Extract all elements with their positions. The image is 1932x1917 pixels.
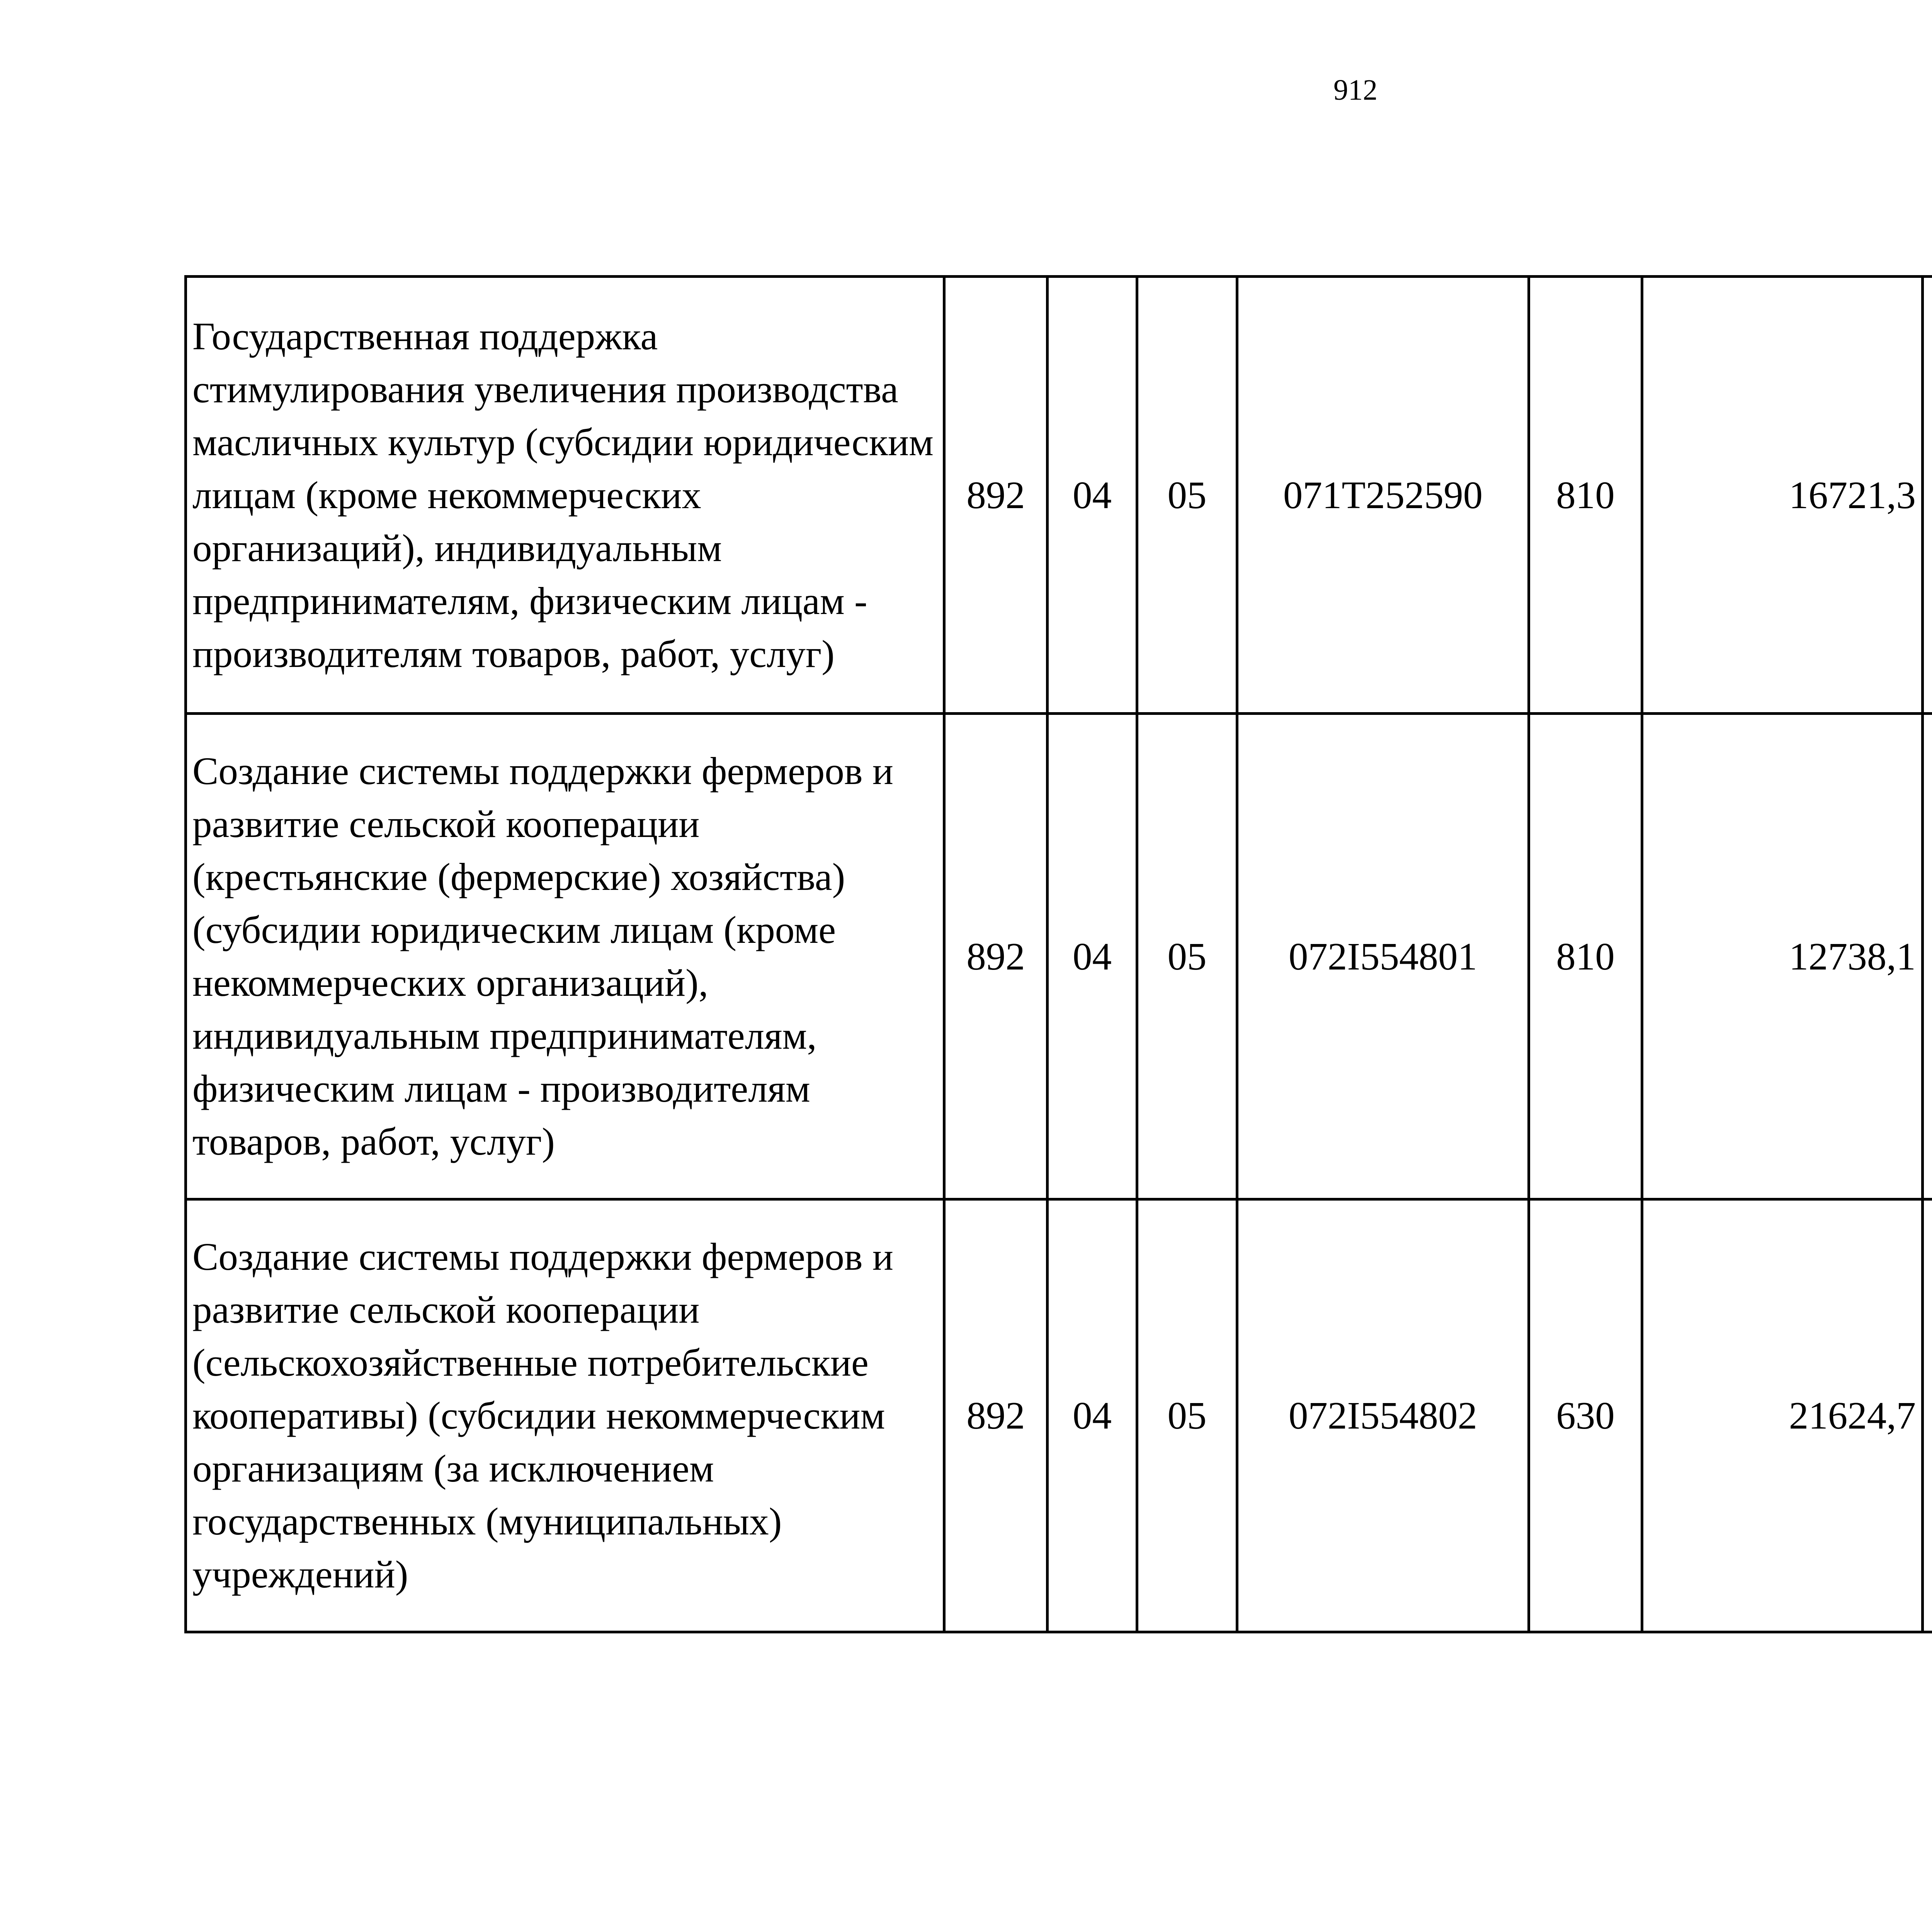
amount-cell-2 [1923,1199,1932,1632]
expense-name-cell: Государственная поддержка стимулирования увеличения производства масличных культур (субсидии юридическим лицам (кроме некоммерческих организаций), индивидуальным предпринимателям, физическим лицам - производителям товаров, работ, услуг) [186,277,944,714]
table-row [186,1199,1932,1632]
page-number: 912 [1333,74,1378,106]
expense-type-cell: 810 [1529,277,1642,714]
amount-cell-1: 21624,7 [1642,1199,1923,1632]
section-code-cell: 04 [1048,714,1137,1199]
amount-cell-1: 12738,1 [1642,714,1923,1199]
expense-type-cell: 810 [1529,714,1642,1199]
target-article-cell: 072I554801 [1237,714,1529,1199]
table-row [186,714,1932,1199]
target-article-cell: 072I554802 [1237,1199,1529,1632]
subsection-code-cell: 05 [1137,714,1237,1199]
expense-name-cell: Создание системы поддержки фермеров и развитие сельской кооперации (крестьянские (фермерские) хозяйства) (субсидии юридическим лицам (кроме некоммерческих организаций), индивидуальным предпринимателям, физическим лицам - производителям товаров, работ, услуг) [186,714,944,1199]
table-row [186,277,1932,714]
subsection-code-cell: 05 [1137,277,1237,714]
subsection-code-cell: 05 [1137,1199,1237,1632]
ministry-code-cell: 892 [944,277,1048,714]
amount-cell-1: 16721,3 [1642,277,1923,714]
budget-table [184,275,1932,1633]
amount-cell-2 [1923,714,1932,1199]
target-article-cell: 071T252590 [1237,277,1529,714]
ministry-code-cell: 892 [944,1199,1048,1632]
expense-name-cell: Создание системы поддержки фермеров и развитие сельской кооперации (сельскохозяйственные потребительские кооперативы) (субсидии некоммерческим организациям (за исключением государственных (муниципальных) учреждений) [186,1199,944,1632]
amount-cell-2 [1923,277,1932,714]
section-code-cell: 04 [1048,1199,1137,1632]
expense-type-cell: 630 [1529,1199,1642,1632]
section-code-cell: 04 [1048,277,1137,714]
ministry-code-cell: 892 [944,714,1048,1199]
